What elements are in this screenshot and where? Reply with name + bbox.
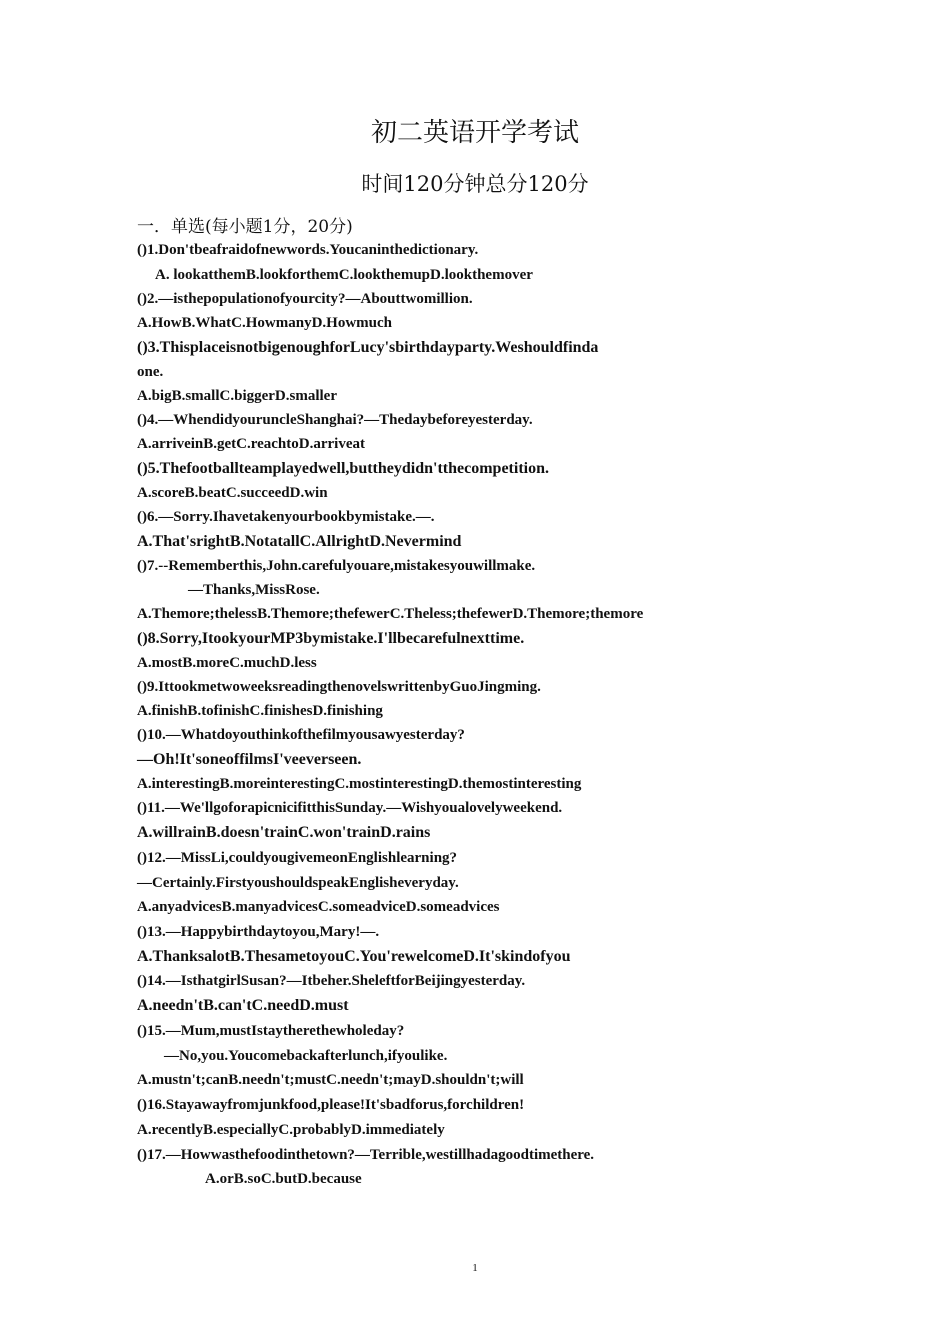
question-14-options: A.needn'tB.can'tC.needD.must	[137, 997, 349, 1014]
question-12-options: A.anyadvicesB.manyadvicesC.someadviceD.someadvices	[137, 899, 500, 915]
question-4: ()4.—WhendidyouruncleShanghai?—Thedaybeforeyesterday.	[137, 412, 533, 428]
question-4-options: A.arriveinB.getC.reachtoD.arriveat	[137, 436, 365, 452]
question-3-cont: one.	[137, 364, 164, 380]
question-17: ()17.—Howwasthefoodinthetown?—Terrible,westillhadagoodtimethere.	[137, 1147, 595, 1163]
question-15-reply: —No,you.Youcomebackafterlunch,ifyoulike.	[164, 1048, 448, 1064]
question-1: ()1.Don'tbeafraidofnewwords.Youcaninthedictionary.	[137, 242, 479, 258]
question-10-reply: —Oh!It'soneoffilmsI'veeverseen.	[137, 751, 362, 768]
question-12: ()12.—MissLi,couldyougivemeonEnglishlearning?	[137, 850, 458, 866]
question-10-options: A.interestingB.moreinterestingC.mostinterestingD.themostinteresting	[137, 776, 582, 792]
question-6: ()6.—Sorry.Ihavetakenyourbookbymistake.—.	[137, 509, 435, 525]
question-9-options: A.finishB.tofinishC.finishesD.finishing	[137, 703, 383, 719]
question-16: ()16.Stayawayfromjunkfood,please!It'sbadforus,forchildren!	[137, 1097, 525, 1113]
exam-subtitle: 时间120分钟总分120分	[361, 172, 589, 196]
question-11-options: A.willrainB.doesn'trainC.won'trainD.rains	[137, 824, 431, 841]
question-6-options: A.That'srightB.NotatallC.AllrightD.Nevermind	[137, 533, 462, 550]
question-7-reply: —Thanks,MissRose.	[188, 582, 320, 598]
question-7: ()7.--Rememberthis,John.carefulyouare,mistakesyouwillmake.	[137, 558, 536, 574]
section-heading: 一．单选(每小题1分，20分)	[137, 217, 353, 237]
question-8: ()8.Sorry,ItookyourMP3bymistake.I'llbecarefulnexttime.	[137, 630, 525, 647]
question-10: ()10.—Whatdoyouthinkofthefilmyousawyesterday?	[137, 727, 465, 743]
question-9: ()9.IttookmetwoweeksreadingthenovelswrittenbyGuoJingming.	[137, 679, 541, 695]
question-8-options: A.mostB.moreC.muchD.less	[137, 655, 317, 671]
question-16-options: A.recentlyB.especiallyC.probablyD.immediately	[137, 1122, 445, 1138]
exam-title: 初二英语开学考试	[370, 118, 579, 148]
question-13: ()13.—Happybirthdaytoyou,Mary!—.	[137, 924, 380, 940]
question-15: ()15.—Mum,mustIstaytherethewholeday?	[137, 1023, 405, 1039]
question-17-options: A.orB.soC.butD.because	[205, 1171, 362, 1187]
question-3-options: A.bigB.smallC.biggerD.smaller	[137, 388, 337, 404]
question-14: ()14.—IsthatgirlSusan?—Itbeher.SheleftforBeijingyesterday.	[137, 973, 526, 989]
question-3: ()3.ThisplaceisnotbigenoughforLucy'sbirthdayparty.Weshouldfinda	[137, 339, 599, 356]
question-1-options: A. lookatthemB.lookforthemC.lookthemupD.lookthemover	[155, 267, 533, 283]
question-12-reply: —Certainly.FirstyoushouldspeakEnglisheveryday.	[137, 875, 459, 891]
question-15-options: A.mustn't;canB.needn't;mustC.needn't;mayD.shouldn't;will	[137, 1072, 524, 1088]
question-5: ()5.Thefootballteamplayedwell,buttheydidn'tthecompetition.	[137, 460, 549, 477]
question-7-options: A.Themore;thelessB.Themore;thefewerC.Theless;thefewerD.Themore;themore	[137, 606, 644, 622]
question-11: ()11.—We'llgoforapicnicifitthisSunday.—Wishyoualovelyweekend.	[137, 800, 563, 816]
question-2: ()2.—isthepopulationofyourcity?—Abouttwomillion.	[137, 291, 473, 307]
page-number: 1	[472, 1262, 478, 1274]
question-13-options: A.ThanksalotB.ThesametoyouC.You'rewelcomeD.It'skindofyou	[137, 948, 571, 965]
question-5-options: A.scoreB.beatC.succeedD.win	[137, 485, 328, 501]
question-2-options: A.HowB.WhatC.HowmanyD.Howmuch	[137, 315, 393, 331]
